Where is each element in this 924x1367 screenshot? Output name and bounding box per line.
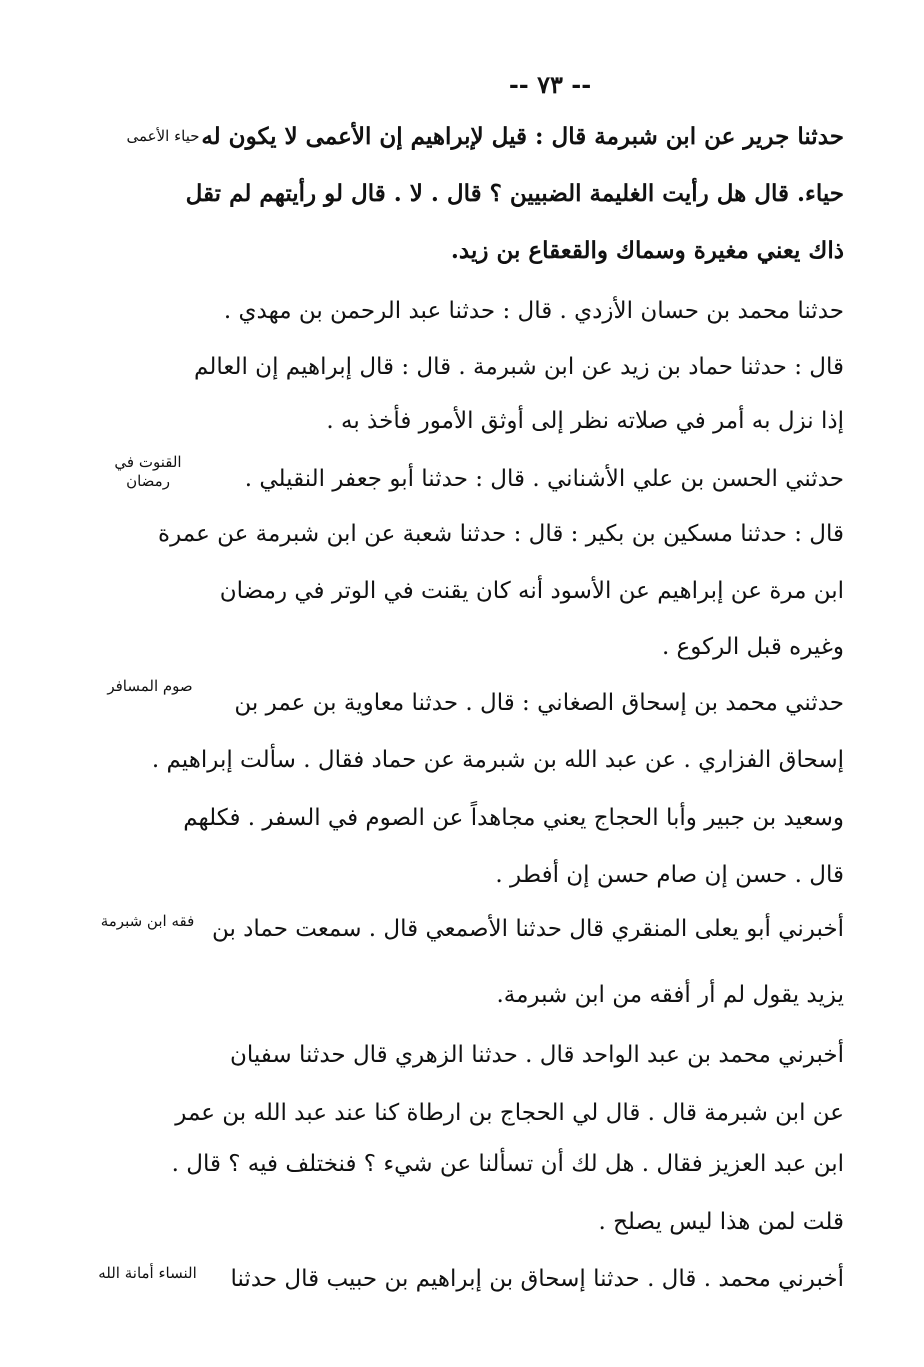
text-line: وغيره قبل الركوع .: [661, 634, 844, 660]
text-line: ابن مرة عن إبراهيم عن الأسود أنه كان يقنت في الوتر في رمضان: [219, 578, 844, 604]
margin-note-ibn-shubruma-fiqh: فقه ابن شبرمة: [100, 912, 195, 930]
text-line: أخبرني محمد . قال . حدثنا إسحاق بن إبراهيم بن حبيب قال حدثنا: [230, 1266, 844, 1292]
margin-note-women-trust: النساء أمانة الله: [98, 1264, 197, 1282]
text-line: يزيد يقول لم أر أفقه من ابن شبرمة.: [496, 982, 844, 1008]
text-line: ابن عبد العزيز فقال . هل لك أن تسألنا عن شيء ؟ فنختلف فيه ؟ قال .: [171, 1151, 844, 1177]
text-line: حدثني محمد بن إسحاق الصغاني : قال . حدثنا معاوية بن عمر بن: [234, 690, 844, 716]
margin-note-blind-modesty: حياء الأعمى: [126, 127, 200, 145]
text-line: ذاك يعني مغيرة وسماك والقعقاع بن زيد.: [450, 237, 844, 264]
text-line: حدثنا جرير عن ابن شبرمة قال : قيل لإبراهيم إن الأعمى لا يكون له: [201, 123, 844, 150]
text-line: قلت لمن هذا ليس يصلح .: [598, 1209, 844, 1235]
text-line: قال . حسن إن صام حسن إن أفطر .: [495, 862, 844, 888]
margin-note-qunut-ramadan: القنوت في رمضان: [114, 453, 182, 490]
text-line: إسحاق الفزاري . عن عبد الله بن شبرمة عن حماد فقال . سألت إبراهيم .: [151, 747, 844, 773]
text-line: إذا نزل به أمر في صلاته نظر إلى أوثق الأمور فأخذ به .: [326, 408, 844, 434]
text-line: وسعيد بن جبير وأبا الحجاج يعني مجاهداً عن الصوم في السفر . فكلهم: [183, 805, 844, 831]
text-line: حدثني الحسن بن علي الأشناني . قال : حدثنا أبو جعفر النقيلي .: [244, 466, 844, 492]
margin-note-traveler-fasting: صوم المسافر: [107, 677, 193, 695]
text-line: أخبرني أبو يعلى المنقري قال حدثنا الأصمعي قال . سمعت حماد بن: [211, 916, 844, 942]
text-line: حدثنا محمد بن حسان الأزدي . قال : حدثنا عبد الرحمن بن مهدي .: [223, 298, 844, 324]
page-number: -- ٧٣ --: [508, 70, 592, 99]
text-line: قال : حدثنا حماد بن زيد عن ابن شبرمة . قال : قال إبراهيم إن العالم: [194, 354, 844, 380]
text-line: أخبرني محمد بن عبد الواحد قال . حدثنا الزهري قال حدثنا سفيان: [229, 1042, 844, 1068]
text-line: عن ابن شبرمة قال . قال لي الحجاج بن ارطاة كنا عند عبد الله بن عمر: [175, 1100, 844, 1126]
text-line: قال : حدثنا مسكين بن بكير : قال : حدثنا شعبة عن ابن شبرمة عن عمرة: [158, 521, 844, 547]
text-line: حياء. قال هل رأيت الغليمة الضبيين ؟ قال . لا . قال لو رأيتهم لم تقل: [185, 180, 844, 207]
